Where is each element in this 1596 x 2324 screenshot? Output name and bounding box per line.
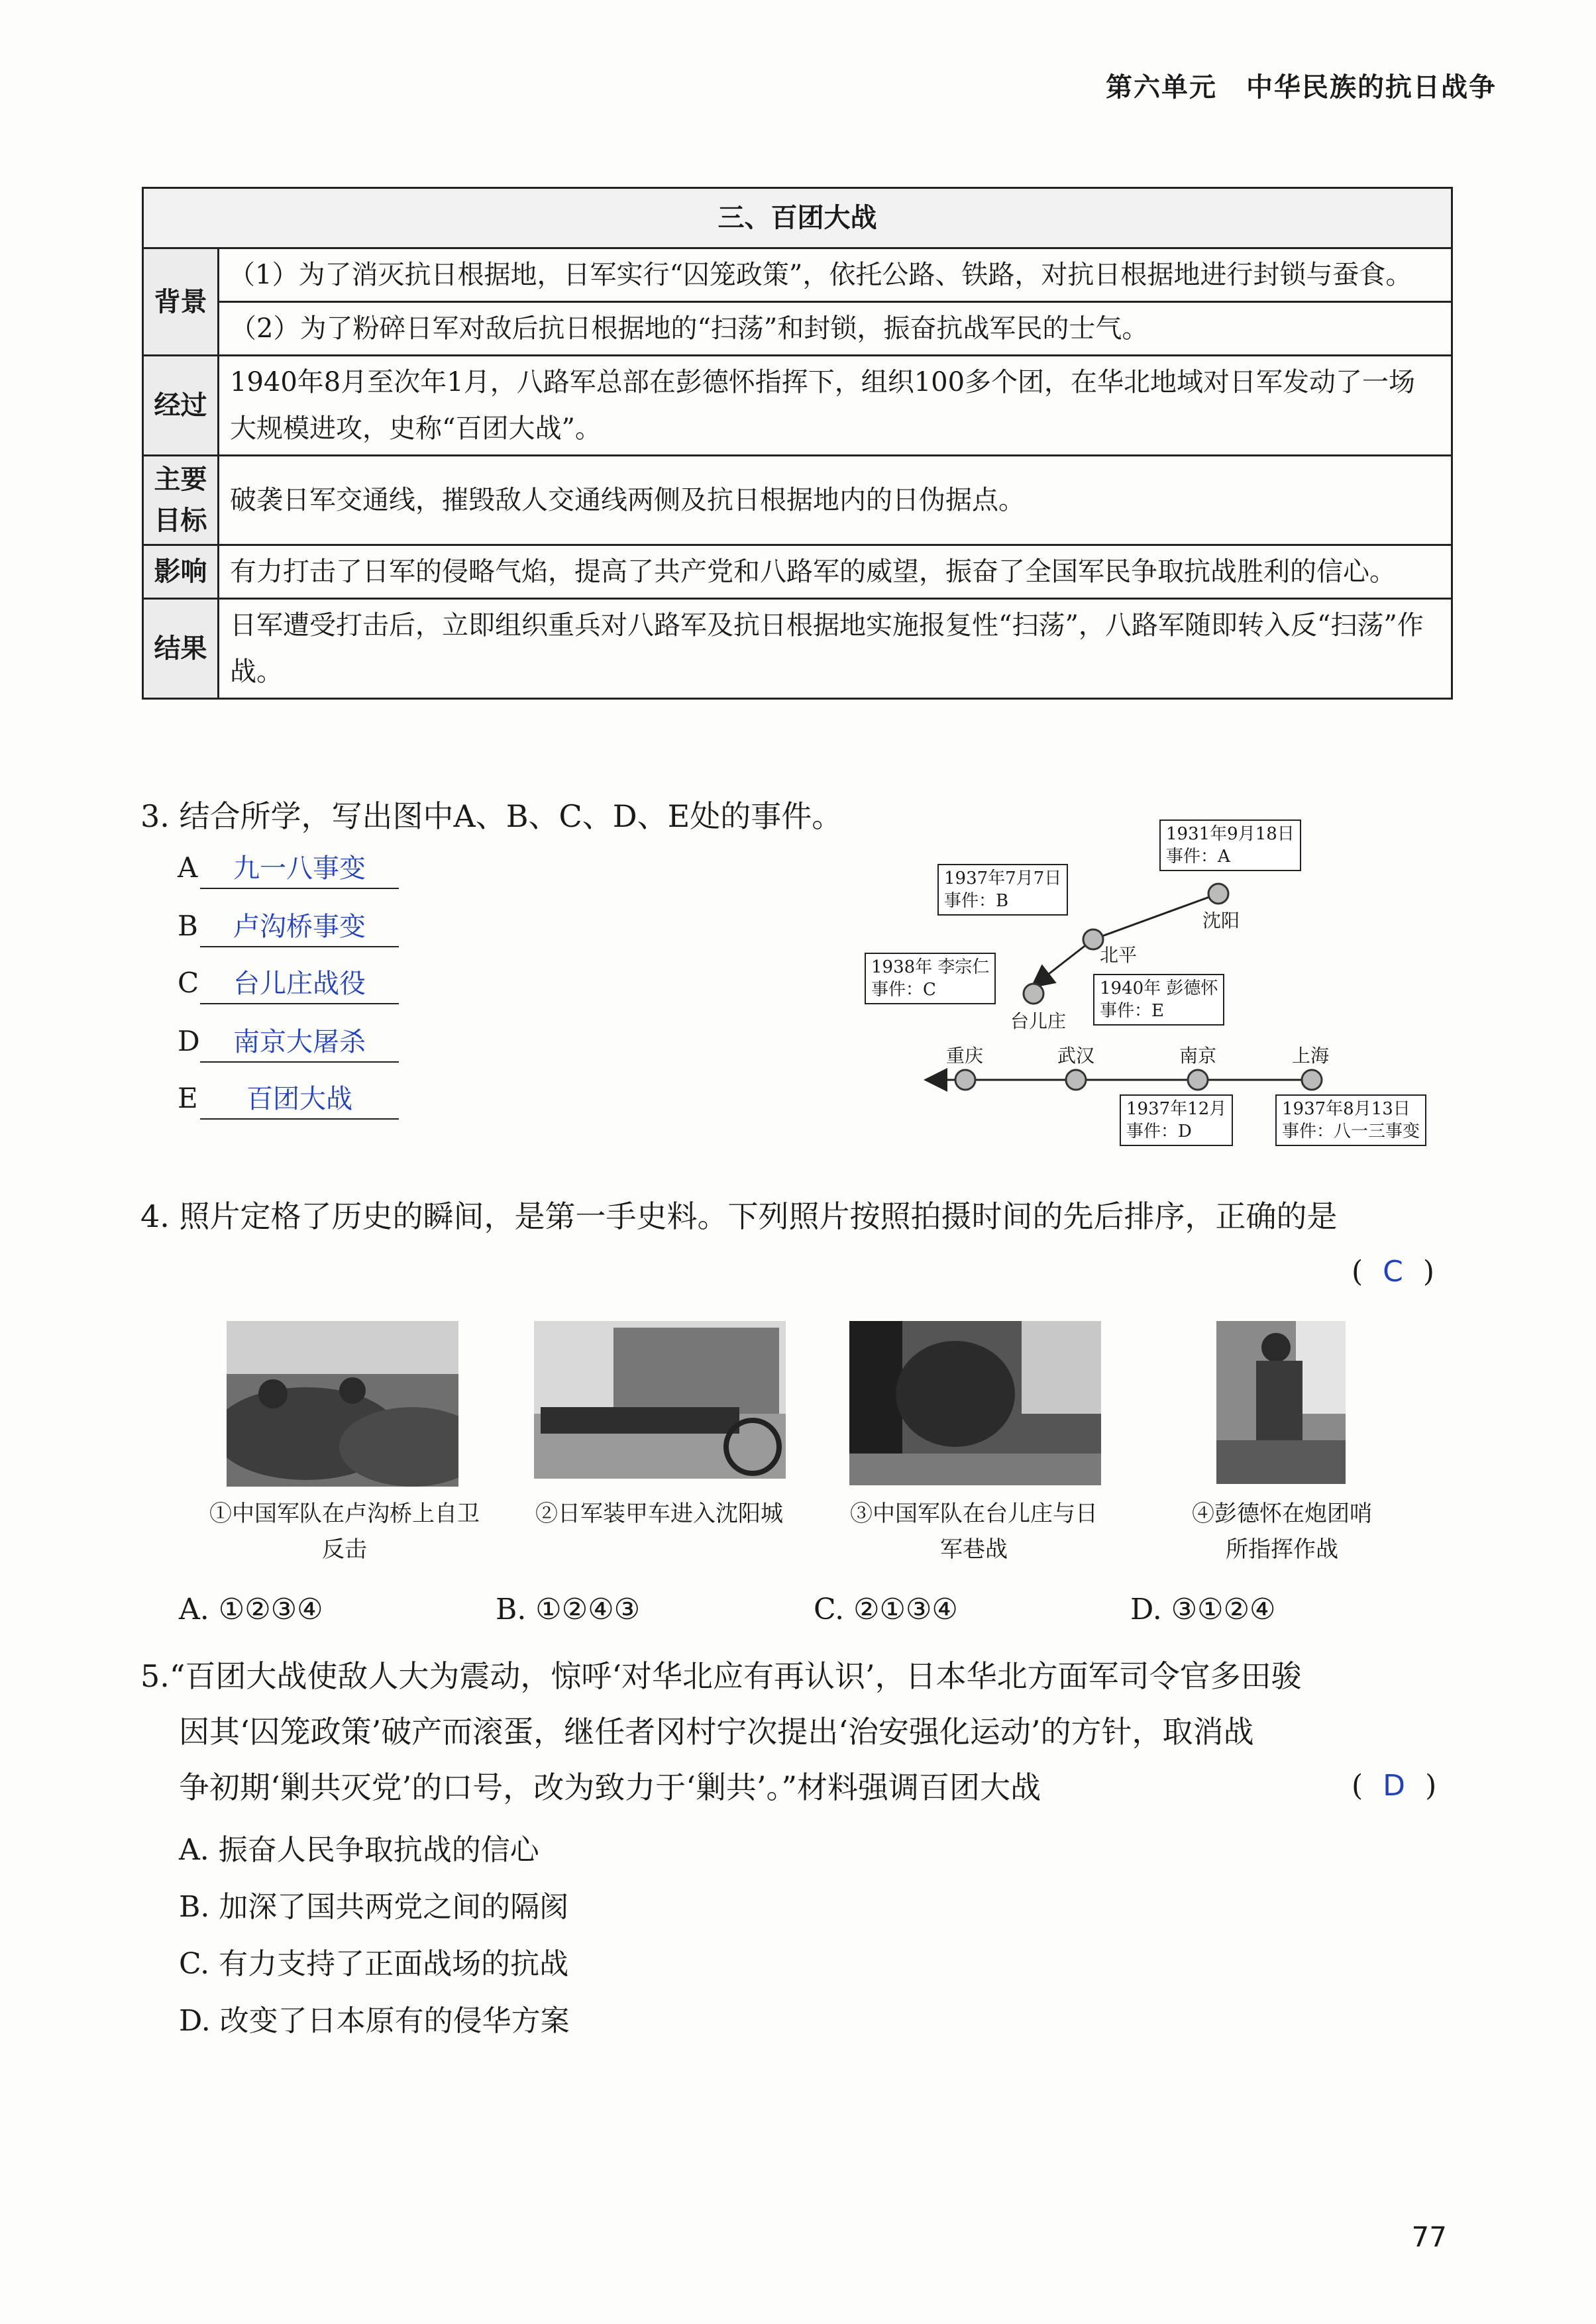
map-box-b: 1937年7月7日 事件：B: [937, 864, 1068, 916]
q5-answer-value[interactable]: D: [1383, 1769, 1406, 1803]
map-box-shanghai: 1937年8月13日 事件：八一三事变: [1275, 1094, 1426, 1146]
map-box-a: 1931年9月18日 事件：A: [1159, 819, 1301, 871]
q3-answer-a: A 九一八事变: [178, 849, 399, 889]
q3-fill-e[interactable]: 百团大战: [200, 1080, 399, 1120]
q4-answer-value[interactable]: C: [1383, 1255, 1403, 1289]
map-box-c: 1938年 李宗仁 事件：C: [865, 953, 996, 1004]
q3-fill-c[interactable]: 台儿庄战役: [200, 965, 399, 1004]
q3-answer-d: D 南京大屠杀: [178, 1023, 399, 1063]
city-nanjing: 南京: [1179, 1045, 1217, 1067]
q5-option-c[interactable]: C. 有力支持了正面战场的抗战: [179, 1947, 569, 1981]
unit-title: 中华民族的抗日战争: [1246, 72, 1497, 103]
map-box-e: 1940年 彭德怀 事件：E: [1093, 974, 1224, 1026]
q3-answer-e: E 百团大战: [178, 1080, 399, 1120]
q5-option-b[interactable]: B. 加深了国共两党之间的隔阂: [179, 1890, 569, 1924]
q3-answer-c: C 台儿庄战役: [178, 965, 399, 1004]
city-shenyang: 沈阳: [1202, 910, 1240, 931]
photo-1: [227, 1321, 458, 1487]
q4-option-c[interactable]: C. ②①③④: [814, 1593, 958, 1626]
q5-stem-2: 因其‘囚笼政策’破产而滚蛋，继任者冈村宁次提出‘治安强化运动’的方针，取消战: [179, 1714, 1254, 1750]
q3-fill-a[interactable]: 九一八事变: [200, 849, 399, 889]
label-result: 结果: [143, 599, 219, 699]
q4-option-a[interactable]: A. ①②③④: [179, 1593, 323, 1626]
process-text: 1940年8月至次年1月，八路军总部在彭德怀指挥下，组织100多个团，在华北地域对日军发动了一场大规模进攻，史称“百团大战”。: [219, 356, 1452, 456]
q5-stem-1: 5.“百团大战使敌人大为震动，惊呼‘对华北应有再认识’，日本华北方面军司令官多田骏: [140, 1658, 1302, 1694]
city-beiping: 北平: [1100, 944, 1138, 966]
map-box-d: 1937年12月 事件：D: [1120, 1094, 1233, 1146]
result-text: 日军遭受打击后，立即组织重兵对八路军及抗日根据地实施报复性“扫荡”，八路军随即转入反“扫荡”作战。: [219, 599, 1452, 699]
page-header: [1077, 66, 1497, 104]
page-number: 77: [1411, 2221, 1447, 2253]
war-route-map: [861, 808, 1471, 1166]
city-chongqing: 重庆: [946, 1045, 984, 1067]
q4-stem: 4. 照片定格了历史的瞬间，是第一手史料。下列照片按照拍摄时间的先后排序，正确的是: [140, 1198, 1338, 1234]
table-title: 三、百团大战: [143, 188, 1452, 248]
unit-label: 第六单元: [1106, 72, 1217, 103]
label-impact: 影响: [143, 545, 219, 599]
label-background: 背景: [143, 248, 219, 356]
q4-option-d[interactable]: D. ③①②④: [1130, 1593, 1276, 1626]
caption-4: ④彭德怀在炮团哨所指挥作战: [1192, 1501, 1372, 1563]
impact-text: 有力打击了日军的侵略气焰，提高了共产党和八路军的威望，振奋了全国军民争取抗战胜利的信心。: [219, 545, 1452, 599]
photo-2: [534, 1321, 786, 1479]
dot-shenyang: [1208, 884, 1228, 904]
city-shanghai: 上海: [1292, 1045, 1330, 1067]
label-process: 经过: [143, 356, 219, 456]
caption-3: ③中国军队在台儿庄与日军巷战: [850, 1501, 1098, 1563]
dot-wuhan: [1066, 1070, 1086, 1090]
q4-answer: ( C ): [1352, 1255, 1435, 1289]
q5-option-a[interactable]: A. 振奋人民争取抗战的信心: [179, 1833, 539, 1867]
q3-fill-b[interactable]: 卢沟桥事变: [200, 908, 399, 947]
background-1: （1）为了消灭抗日根据地，日军实行“囚笼政策”，依托公路、铁路，对抗日根据地进行封锁与蚕食。: [219, 248, 1452, 302]
q3-answer-b: B 卢沟桥事变: [178, 908, 399, 947]
dot-taierzhuang: [1024, 984, 1043, 1004]
q3-stem: 3. 结合所学，写出图中A、B、C、D、E处的事件。: [140, 798, 843, 834]
photo-4: [1216, 1321, 1346, 1484]
q3-fill-d[interactable]: 南京大屠杀: [200, 1023, 399, 1063]
background-2: （2）为了粉碎日军对敌后抗日根据地的“扫荡”和封锁，振奋抗战军民的士气。: [219, 302, 1452, 356]
caption-1: ①中国军队在卢沟桥上自卫反击: [209, 1501, 480, 1563]
caption-2: ②日军装甲车进入沈阳城: [535, 1501, 783, 1527]
goal-text: 破袭日军交通线，摧毁敌人交通线两侧及抗日根据地内的日伪据点。: [219, 456, 1452, 545]
dot-chongqing: [955, 1070, 975, 1090]
city-taierzhuang: 台儿庄: [1010, 1010, 1067, 1032]
line-shenyang-beiping: [1093, 894, 1218, 939]
hundred-regiments-table: [142, 187, 1453, 700]
q5-answer: ( D ): [1352, 1769, 1437, 1803]
q4-option-b[interactable]: B. ①②④③: [496, 1593, 641, 1626]
q5-stem-3: 争初期‘剿共灭党’的口号，改为致力于‘剿共’。”材料强调百团大战: [179, 1769, 1041, 1805]
photo-3: [849, 1321, 1101, 1485]
city-wuhan: 武汉: [1057, 1045, 1095, 1067]
label-goal: 主要目标: [143, 456, 219, 545]
dot-nanjing: [1188, 1070, 1208, 1090]
q5-option-d[interactable]: D. 改变了日本原有的侵华方案: [179, 2004, 570, 2038]
dot-shanghai: [1302, 1070, 1322, 1090]
line-beiping-taierzhuang: [1034, 939, 1093, 986]
